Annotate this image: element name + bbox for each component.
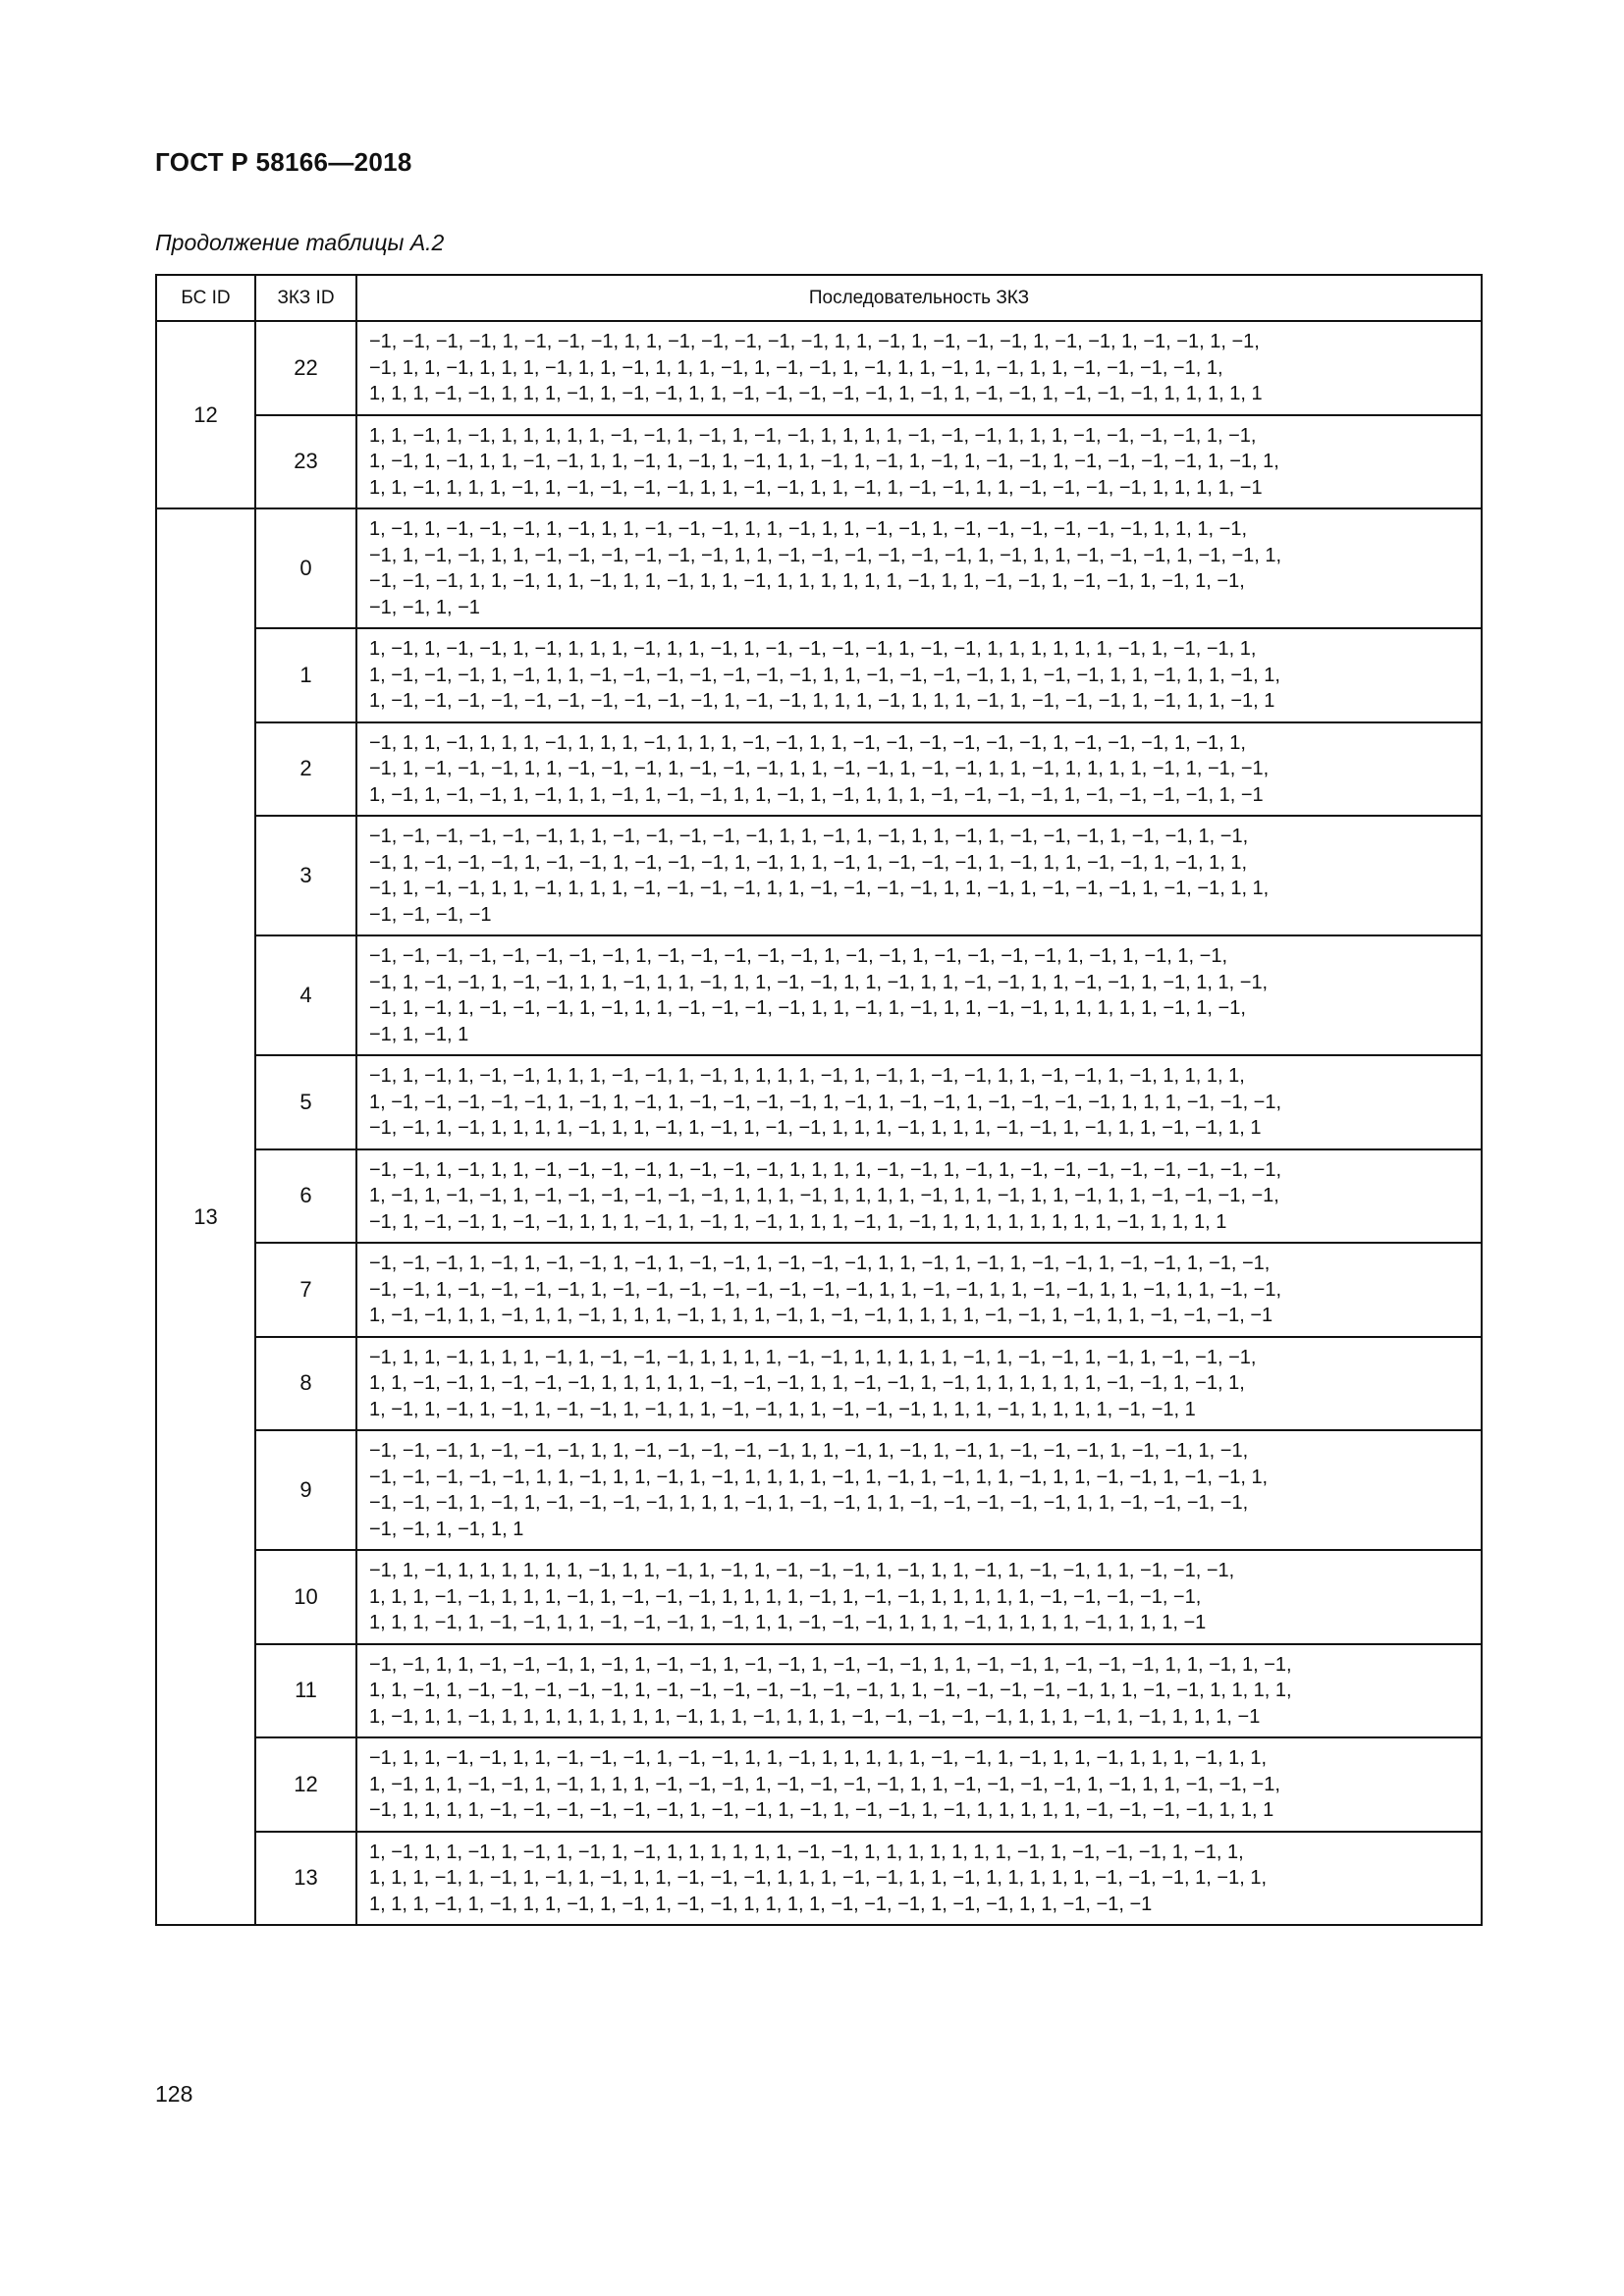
sequence-line: 1, 1, 1, −1, 1, −1, 1, 1, −1, 1, −1, 1, −1, −1, 1, 1, 1, 1, −1, −1, −1, 1, −1, −1, 1, 1, −1, −1, −1 <box>369 1893 1153 1915</box>
sequence-cell <box>356 628 1482 722</box>
sequence-line: −1, −1, −1, −1, −1, −1, −1, −1, 1, −1, −1, −1, −1, −1, 1, −1, −1, 1, −1, −1, −1, −1, 1, −1, 1, −1, 1, −1, <box>369 945 1228 967</box>
sequence-table <box>155 274 1483 1926</box>
sequence-line: −1, −1, −1, 1, 1, −1, 1, 1, −1, 1, 1, −1, 1, 1, −1, 1, 1, 1, 1, 1, 1, −1, 1, 1, −1, −1, 1, −1, −1, 1, −1, 1, −1, <box>369 570 1245 592</box>
sequence-cell <box>356 1550 1482 1644</box>
table-row <box>156 415 1482 509</box>
zkz-id-cell: 11 <box>255 1644 356 1738</box>
zkz-id-cell: 8 <box>255 1337 356 1431</box>
table-row <box>156 628 1482 722</box>
document-header: ГОСТ Р 58166—2018 <box>155 147 412 177</box>
sequence-line: −1, 1, 1, −1, 1, 1, 1, −1, 1, 1, −1, 1, 1, 1, −1, 1, −1, −1, 1, −1, 1, 1, −1, 1, −1, 1, 1, −1, −1, −1, −1, 1, <box>369 356 1223 379</box>
sequence-line: 1, −1, 1, −1, −1, 1, −1, 1, 1, −1, 1, −1, −1, 1, 1, −1, 1, −1, 1, 1, 1, −1, −1, −1, −1, 1, −1, −1, −1, −1, 1, −1 <box>369 783 1264 806</box>
sequence-line: −1, −1, −1, −1, −1, −1, 1, 1, −1, −1, −1, −1, −1, 1, 1, −1, 1, −1, 1, 1, −1, 1, −1, −1, −1, 1, −1, −1, 1, −1, <box>369 826 1249 847</box>
sequence-cell <box>356 1832 1482 1926</box>
header-bs-id: БС ID <box>156 275 255 321</box>
table-row <box>156 935 1482 1055</box>
table-row <box>156 1550 1482 1644</box>
sequence-line: −1, 1, −1, −1, 1, −1, −1, 1, 1, −1, 1, 1, −1, 1, 1, −1, −1, 1, 1, −1, 1, 1, −1, −1, 1, 1, −1, −1, 1, −1, 1, 1, −1, <box>369 971 1269 993</box>
sequence-cell <box>356 508 1482 628</box>
sequence-cell <box>356 1737 1482 1832</box>
table-header-row <box>156 275 1482 321</box>
sequence-line: 1, −1, −1, −1, −1, −1, −1, −1, −1, −1, −1, 1, −1, −1, 1, 1, 1, −1, 1, 1, 1, −1, 1, −1, −1, −1, 1, −1, 1, 1, −1, 1 <box>369 690 1275 712</box>
sequence-cell <box>356 1149 1482 1244</box>
sequence-line: −1, 1, 1, −1, 1, 1, 1, −1, 1, −1, −1, −1, 1, 1, 1, 1, −1, −1, 1, 1, 1, 1, 1, −1, 1, −1, −1, 1, −1, 1, −1, −1, −1, <box>369 1346 1257 1368</box>
sequence-line: 1, −1, 1, 1, −1, −1, 1, −1, 1, 1, 1, −1, −1, −1, 1, −1, −1, −1, −1, 1, 1, −1, −1, −1, −1, 1, −1, 1, 1, −1, −1, −1, <box>369 1773 1280 1795</box>
zkz-id-cell: 22 <box>255 321 356 415</box>
sequence-line: −1, 1, −1, 1, −1, −1, −1, 1, −1, 1, 1, −1, −1, −1, −1, 1, 1, −1, 1, −1, 1, 1, −1, −1, 1, 1, 1, 1, 1, −1, 1, −1, <box>369 997 1246 1019</box>
bs-id-cell: 13 <box>156 508 255 1925</box>
sequence-line: −1, 1, 1, 1, 1, −1, −1, −1, −1, −1, −1, 1, −1, −1, 1, −1, 1, −1, −1, 1, −1, 1, 1, 1, 1, 1, −1, −1, −1, −1, 1, 1, 1 <box>369 1799 1274 1821</box>
sequence-line: 1, 1, −1, −1, 1, −1, −1, −1, 1, 1, 1, 1, 1, −1, −1, −1, 1, 1, −1, −1, 1, −1, 1, 1, 1, 1, 1, 1, −1, −1, 1, −1, 1, <box>369 1372 1245 1394</box>
zkz-id-cell: 3 <box>255 816 356 935</box>
zkz-id-cell: 2 <box>255 722 356 817</box>
zkz-id-cell: 4 <box>255 935 356 1055</box>
sequence-line: −1, 1, −1, −1, 1, −1, −1, 1, 1, 1, −1, 1, −1, 1, −1, 1, 1, 1, −1, 1, −1, 1, 1, 1, 1, 1, 1, 1, 1, −1, 1, 1, 1, 1 <box>369 1210 1227 1233</box>
zkz-id-cell: 13 <box>255 1832 356 1926</box>
sequence-line: 1, −1, 1, 1, −1, 1, 1, 1, 1, 1, 1, 1, 1, −1, 1, 1, −1, 1, 1, 1, −1, −1, −1, −1, −1, 1, 1, 1, −1, 1, −1, 1, 1, 1, −1 <box>369 1705 1261 1728</box>
sequence-line: 1, 1, 1, −1, 1, −1, −1, 1, 1, −1, −1, −1, 1, −1, 1, 1, −1, −1, −1, 1, 1, 1, −1, 1, 1, 1, 1, −1, 1, 1, 1, −1 <box>369 1612 1207 1633</box>
sequence-line: 1, −1, 1, −1, −1, −1, 1, −1, 1, 1, −1, −1, −1, 1, 1, −1, 1, 1, −1, −1, 1, −1, −1, −1, −1, −1, −1, 1, 1, 1, −1, <box>369 518 1248 540</box>
zkz-id-cell: 23 <box>255 415 356 509</box>
sequence-cell <box>356 935 1482 1055</box>
sequence-line: 1, 1, −1, 1, −1, −1, −1, −1, −1, 1, −1, −1, −1, −1, −1, −1, −1, 1, 1, −1, −1, −1, −1, −1, 1, 1, −1, −1, 1, 1, 1, 1, <box>369 1680 1292 1701</box>
sequence-line: 1, −1, −1, −1, −1, −1, 1, −1, 1, −1, 1, −1, −1, −1, −1, 1, −1, 1, −1, −1, 1, −1, −1, −1, −1, 1, 1, 1, −1, −1, −1, <box>369 1091 1282 1113</box>
zkz-id-cell: 10 <box>255 1550 356 1644</box>
table-row <box>156 1243 1482 1337</box>
table-row <box>156 1737 1482 1832</box>
zkz-id-cell: 9 <box>255 1430 356 1550</box>
table-row <box>156 1832 1482 1926</box>
sequence-line: −1, 1, 1, −1, 1, 1, 1, −1, 1, 1, 1, −1, 1, 1, 1, −1, −1, 1, 1, −1, −1, −1, −1, −1, −1, 1, −1, −1, −1, 1, −1, 1, <box>369 731 1246 754</box>
sequence-line: 1, −1, 1, −1, 1, −1, 1, −1, −1, 1, −1, 1, 1, −1, −1, 1, 1, −1, −1, −1, 1, 1, 1, −1, 1, 1, 1, 1, −1, −1, 1 <box>369 1398 1196 1420</box>
zkz-id-cell: 0 <box>255 508 356 628</box>
sequence-cell <box>356 1337 1482 1431</box>
sequence-cell <box>356 1055 1482 1149</box>
sequence-line: −1, −1, 1, −1, 1, 1 <box>369 1518 524 1540</box>
sequence-line: 1, 1, −1, 1, −1, 1, 1, 1, 1, 1, −1, −1, 1, −1, 1, −1, −1, 1, 1, 1, 1, −1, −1, −1, 1, 1, 1, −1, −1, −1, −1, 1, −1, <box>369 424 1257 447</box>
sequence-line: 1, 1, 1, −1, 1, −1, 1, −1, 1, −1, 1, 1, −1, −1, −1, 1, 1, 1, −1, −1, 1, 1, −1, 1, 1, 1, 1, 1, −1, −1, −1, 1, −1, 1, <box>369 1867 1267 1889</box>
sequence-line: 1, −1, −1, −1, 1, −1, 1, 1, −1, −1, −1, −1, −1, −1, −1, 1, 1, −1, −1, −1, −1, 1, 1, −1, −1, 1, 1, −1, 1, 1, −1, 1, <box>369 664 1280 686</box>
sequence-cell <box>356 1243 1482 1337</box>
sequence-line: −1, 1, −1, 1, −1, −1, 1, 1, 1, −1, −1, 1, −1, 1, 1, 1, 1, −1, 1, −1, 1, −1, −1, 1, 1, −1, −1, 1, −1, 1, 1, 1, 1, <box>369 1065 1245 1087</box>
sequence-line: −1, −1, −1, 1, −1, −1, −1, 1, 1, −1, −1, −1, −1, −1, 1, 1, −1, 1, −1, 1, −1, 1, −1, −1, −1, 1, −1, −1, 1, −1, <box>369 1440 1249 1462</box>
sequence-line: 1, −1, 1, 1, −1, 1, −1, 1, −1, 1, −1, 1, 1, 1, 1, 1, 1, −1, −1, 1, 1, 1, 1, 1, 1, 1, −1, 1, −1, −1, −1, 1, −1, 1, <box>369 1841 1244 1863</box>
zkz-id-cell: 1 <box>255 628 356 722</box>
table-row <box>156 1055 1482 1149</box>
sequence-cell <box>356 722 1482 817</box>
table-row <box>156 321 1482 415</box>
sequence-line: −1, −1, −1, −1 <box>369 903 492 926</box>
page-number: 128 <box>155 2081 193 2107</box>
sequence-line: 1, 1, −1, 1, 1, 1, −1, 1, −1, −1, −1, −1, 1, 1, −1, −1, 1, 1, −1, 1, −1, −1, 1, 1, −1, −1, −1, −1, 1, 1, 1, 1, −1 <box>369 476 1263 499</box>
table-row <box>156 1149 1482 1244</box>
table-row <box>156 1644 1482 1738</box>
sequence-line: −1, 1, −1, −1, 1, 1, −1, −1, −1, −1, −1, −1, 1, 1, −1, −1, −1, −1, −1, −1, 1, −1, 1, 1, −1, −1, −1, 1, −1, −1, 1, <box>369 544 1282 566</box>
sequence-table-container <box>155 274 1481 1926</box>
table-row <box>156 508 1482 628</box>
sequence-line: 1, −1, −1, 1, 1, −1, 1, 1, −1, 1, 1, 1, −1, 1, 1, 1, −1, 1, −1, −1, 1, 1, 1, 1, −1, −1, 1, −1, 1, 1, −1, −1, −1, −1 <box>369 1305 1273 1326</box>
sequence-line: −1, −1, 1, −1 <box>369 596 480 618</box>
sequence-line: −1, 1, 1, −1, −1, 1, 1, −1, −1, −1, 1, −1, −1, 1, 1, −1, 1, 1, 1, 1, 1, −1, −1, 1, −1, 1, 1, −1, 1, 1, 1, −1, 1, 1, <box>369 1747 1267 1769</box>
sequence-line: 1, −1, 1, −1, 1, 1, −1, −1, 1, 1, −1, 1, −1, 1, −1, 1, 1, −1, 1, −1, 1, −1, 1, −1, −1, 1, −1, −1, −1, −1, 1, −1, 1, <box>369 451 1279 472</box>
zkz-id-cell: 7 <box>255 1243 356 1337</box>
sequence-line: −1, 1, −1, 1, 1, 1, 1, 1, 1, −1, 1, 1, −1, 1, −1, 1, −1, −1, −1, 1, −1, 1, 1, −1, 1, −1, −1, 1, 1, −1, −1, −1, <box>369 1560 1235 1581</box>
bs-id-cell: 12 <box>156 321 255 508</box>
sequence-cell <box>356 816 1482 935</box>
sequence-line: −1, 1, −1, −1, −1, 1, −1, −1, 1, −1, −1, −1, 1, −1, 1, 1, −1, 1, −1, −1, −1, 1, −1, 1, 1, −1, −1, 1, −1, 1, 1, <box>369 851 1248 874</box>
sequence-line: −1, −1, 1, −1, −1, −1, −1, 1, −1, −1, −1, −1, −1, −1, −1, −1, 1, 1, −1, −1, 1, 1, −1, −1, 1, 1, −1, 1, 1, −1, −1, <box>369 1278 1282 1301</box>
sequence-line: −1, −1, −1, −1, −1, 1, 1, −1, 1, 1, −1, 1, −1, 1, 1, 1, 1, −1, 1, −1, 1, −1, 1, 1, −1, 1, 1, −1, −1, 1, −1, −1, 1, <box>369 1466 1269 1488</box>
table-row <box>156 816 1482 935</box>
sequence-line: −1, −1, 1, −1, 1, 1, 1, 1, −1, 1, 1, −1, 1, −1, 1, −1, −1, 1, 1, 1, −1, 1, 1, 1, −1, −1, 1, −1, 1, 1, −1, −1, 1, 1 <box>369 1117 1262 1139</box>
sequence-line: −1, 1, −1, −1, −1, 1, 1, −1, −1, −1, 1, −1, −1, −1, 1, 1, −1, −1, 1, −1, −1, 1, 1, −1, 1, 1, 1, 1, −1, 1, −1, −1, <box>369 758 1270 779</box>
table-row <box>156 722 1482 817</box>
sequence-cell <box>356 1430 1482 1550</box>
sequence-cell <box>356 415 1482 509</box>
sequence-line: −1, 1, −1, −1, 1, 1, −1, 1, 1, 1, −1, −1, −1, −1, 1, 1, −1, −1, −1, −1, 1, 1, −1, 1, −1, −1, −1, 1, −1, −1, 1, 1, <box>369 878 1270 899</box>
table-caption: Продолжение таблицы А.2 <box>155 230 445 255</box>
table-row <box>156 1430 1482 1550</box>
sequence-line: −1, −1, −1, −1, 1, −1, −1, −1, 1, 1, −1, −1, −1, −1, −1, 1, 1, −1, 1, −1, −1, −1, 1, −1, −1, 1, −1, −1, 1, −1, <box>369 331 1260 352</box>
sequence-cell <box>356 1644 1482 1738</box>
sequence-line: 1, 1, 1, −1, −1, 1, 1, 1, −1, 1, −1, −1, −1, 1, 1, 1, 1, −1, 1, −1, −1, 1, 1, 1, 1, 1, −1, −1, −1, −1, −1, <box>369 1585 1202 1608</box>
table-row <box>156 1337 1482 1431</box>
sequence-line: 1, −1, 1, −1, −1, 1, −1, 1, 1, 1, −1, 1, 1, −1, 1, −1, −1, −1, −1, 1, −1, −1, 1, 1, 1, 1, 1, 1, −1, 1, −1, −1, 1, <box>369 638 1257 660</box>
sequence-line: −1, −1, 1, −1, 1, 1, −1, −1, −1, −1, 1, −1, −1, −1, 1, 1, 1, 1, −1, −1, 1, −1, 1, −1, −1, −1, −1, −1, −1, −1, −1, <box>369 1158 1282 1181</box>
zkz-id-cell: 6 <box>255 1149 356 1244</box>
header-zkz-id: ЗКЗ ID <box>255 275 356 321</box>
header-sequence: Последовательность ЗКЗ <box>356 275 1482 321</box>
sequence-cell <box>356 321 1482 415</box>
sequence-line: 1, −1, 1, −1, −1, 1, −1, −1, −1, −1, −1, −1, 1, 1, 1, −1, 1, 1, 1, 1, −1, 1, 1, −1, 1, 1, −1, 1, 1, −1, −1, −1, −1, <box>369 1185 1279 1206</box>
zkz-id-cell: 12 <box>255 1737 356 1832</box>
sequence-line: −1, −1, −1, 1, −1, 1, −1, −1, 1, −1, 1, −1, −1, 1, −1, −1, −1, 1, 1, −1, 1, −1, 1, −1, −1, 1, −1, −1, 1, −1, −1, <box>369 1253 1271 1274</box>
sequence-line: −1, −1, 1, 1, −1, −1, −1, 1, −1, 1, −1, −1, 1, −1, −1, 1, −1, −1, −1, 1, 1, −1, −1, 1, −1, −1, −1, 1, 1, −1, 1, −1, <box>369 1653 1292 1676</box>
sequence-line: 1, 1, 1, −1, −1, 1, 1, 1, −1, 1, −1, −1, 1, 1, −1, −1, −1, −1, −1, 1, −1, 1, −1, −1, 1, −1, −1, −1, 1, 1, 1, 1, 1 <box>369 383 1263 404</box>
zkz-id-cell: 5 <box>255 1055 356 1149</box>
table-body <box>156 321 1482 1925</box>
sequence-line: −1, 1, −1, 1 <box>369 1023 469 1045</box>
sequence-line: −1, −1, −1, 1, −1, 1, −1, −1, −1, −1, 1, 1, 1, −1, 1, −1, −1, 1, 1, −1, −1, −1, −1, −1, 1, 1, −1, −1, −1, −1, <box>369 1492 1249 1514</box>
